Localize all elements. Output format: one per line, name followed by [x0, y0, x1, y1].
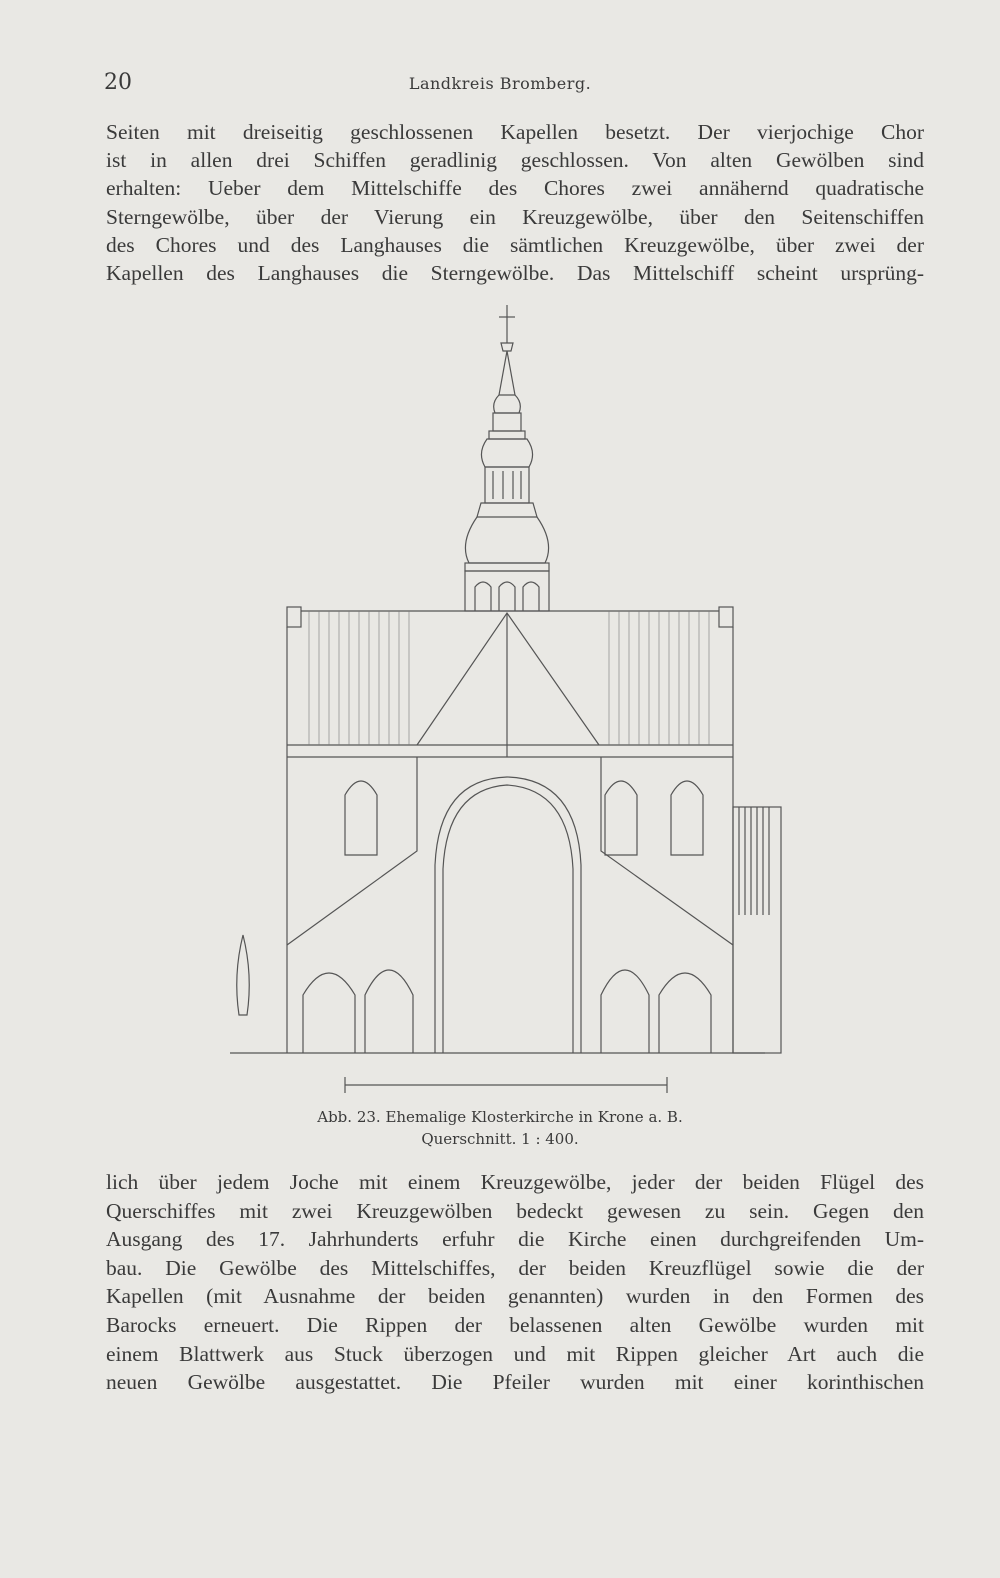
church-cross-section-drawing: [225, 295, 795, 1095]
text-line: erhalten: Ueber dem Mittelschiffe des Chores zwei annähernd quadratische: [106, 176, 924, 201]
aisle-arches-left: [303, 970, 413, 1053]
tower-cross: [499, 305, 515, 343]
text-line: neuen Gewölbe ausgestattet. Die Pfeiler wurden mit einer korinthischen: [106, 1370, 924, 1395]
running-title: Landkreis Bromberg.: [408, 74, 592, 93]
tower-spire: [465, 343, 549, 611]
text-line: Sterngewölbe, über der Vierung ein Kreuzgewölbe, über den Seitenschiffen: [106, 204, 924, 229]
central-arch: [435, 777, 581, 1053]
text-line: Barocks erneuert. Die Rippen der belassenen alten Gewölbe wurden mit: [106, 1312, 924, 1337]
page-number: 20: [104, 70, 132, 95]
paragraph-bottom: [106, 1168, 924, 1397]
figure-caption: [0, 1106, 1000, 1150]
text-line: bau. Die Gewölbe des Mittelschiffes, der beiden Kreuzflügel sowie die der: [106, 1255, 924, 1280]
scale-bar: [345, 1077, 667, 1093]
church-cross-section-figure: [225, 295, 795, 1095]
text-line: Seiten mit dreiseitig geschlossenen Kapellen besetzt. Der vierjochige Chor: [106, 120, 924, 144]
window-right: [671, 781, 703, 855]
text-line: Kapellen (mit Ausnahme der beiden genannten) wurden in den Formen des: [106, 1284, 924, 1309]
text-line: ist in allen drei Schiffen geradlinig geschlossen. Von alten Gewölben sind: [106, 148, 924, 173]
paragraph-top: [106, 118, 924, 287]
central-gable: [417, 613, 599, 757]
roof-hatching: [309, 611, 709, 745]
text-line: des Chores und des Langhauses die sämtlichen Kreuzgewölbe, über zwei der: [106, 232, 924, 257]
page-header: [0, 70, 1000, 100]
aisle-arches-right: [601, 970, 711, 1053]
text-line: einem Blattwerk aus Stuck überzogen und mit Rippen gleicher Art auch die: [106, 1341, 924, 1366]
text-line: Kapellen des Langhauses die Sterngewölbe. Das Mittelschiff scheint ursprüng-: [106, 261, 924, 286]
tree: [237, 935, 250, 1015]
text-line: lich über jedem Joche mit einem Kreuzgewölbe, jeder der beiden Flügel des: [106, 1170, 924, 1194]
side-building: [733, 807, 781, 1053]
nave-walls: [287, 607, 733, 1053]
window-left: [345, 781, 377, 855]
text-line: Ausgang des 17. Jahrhunderts erfuhr die Kirche einen durchgreifenden Um-: [106, 1227, 924, 1252]
window-center-right: [605, 781, 637, 855]
caption-line-1: Abb. 23. Ehemalige Klosterkirche in Krone a. B.: [317, 1108, 683, 1126]
text-line: Querschiffes mit zwei Kreuzgewölben bedeckt gewesen zu sein. Gegen den: [106, 1198, 924, 1223]
caption-line-2: Querschnitt. 1 : 400.: [421, 1130, 579, 1148]
